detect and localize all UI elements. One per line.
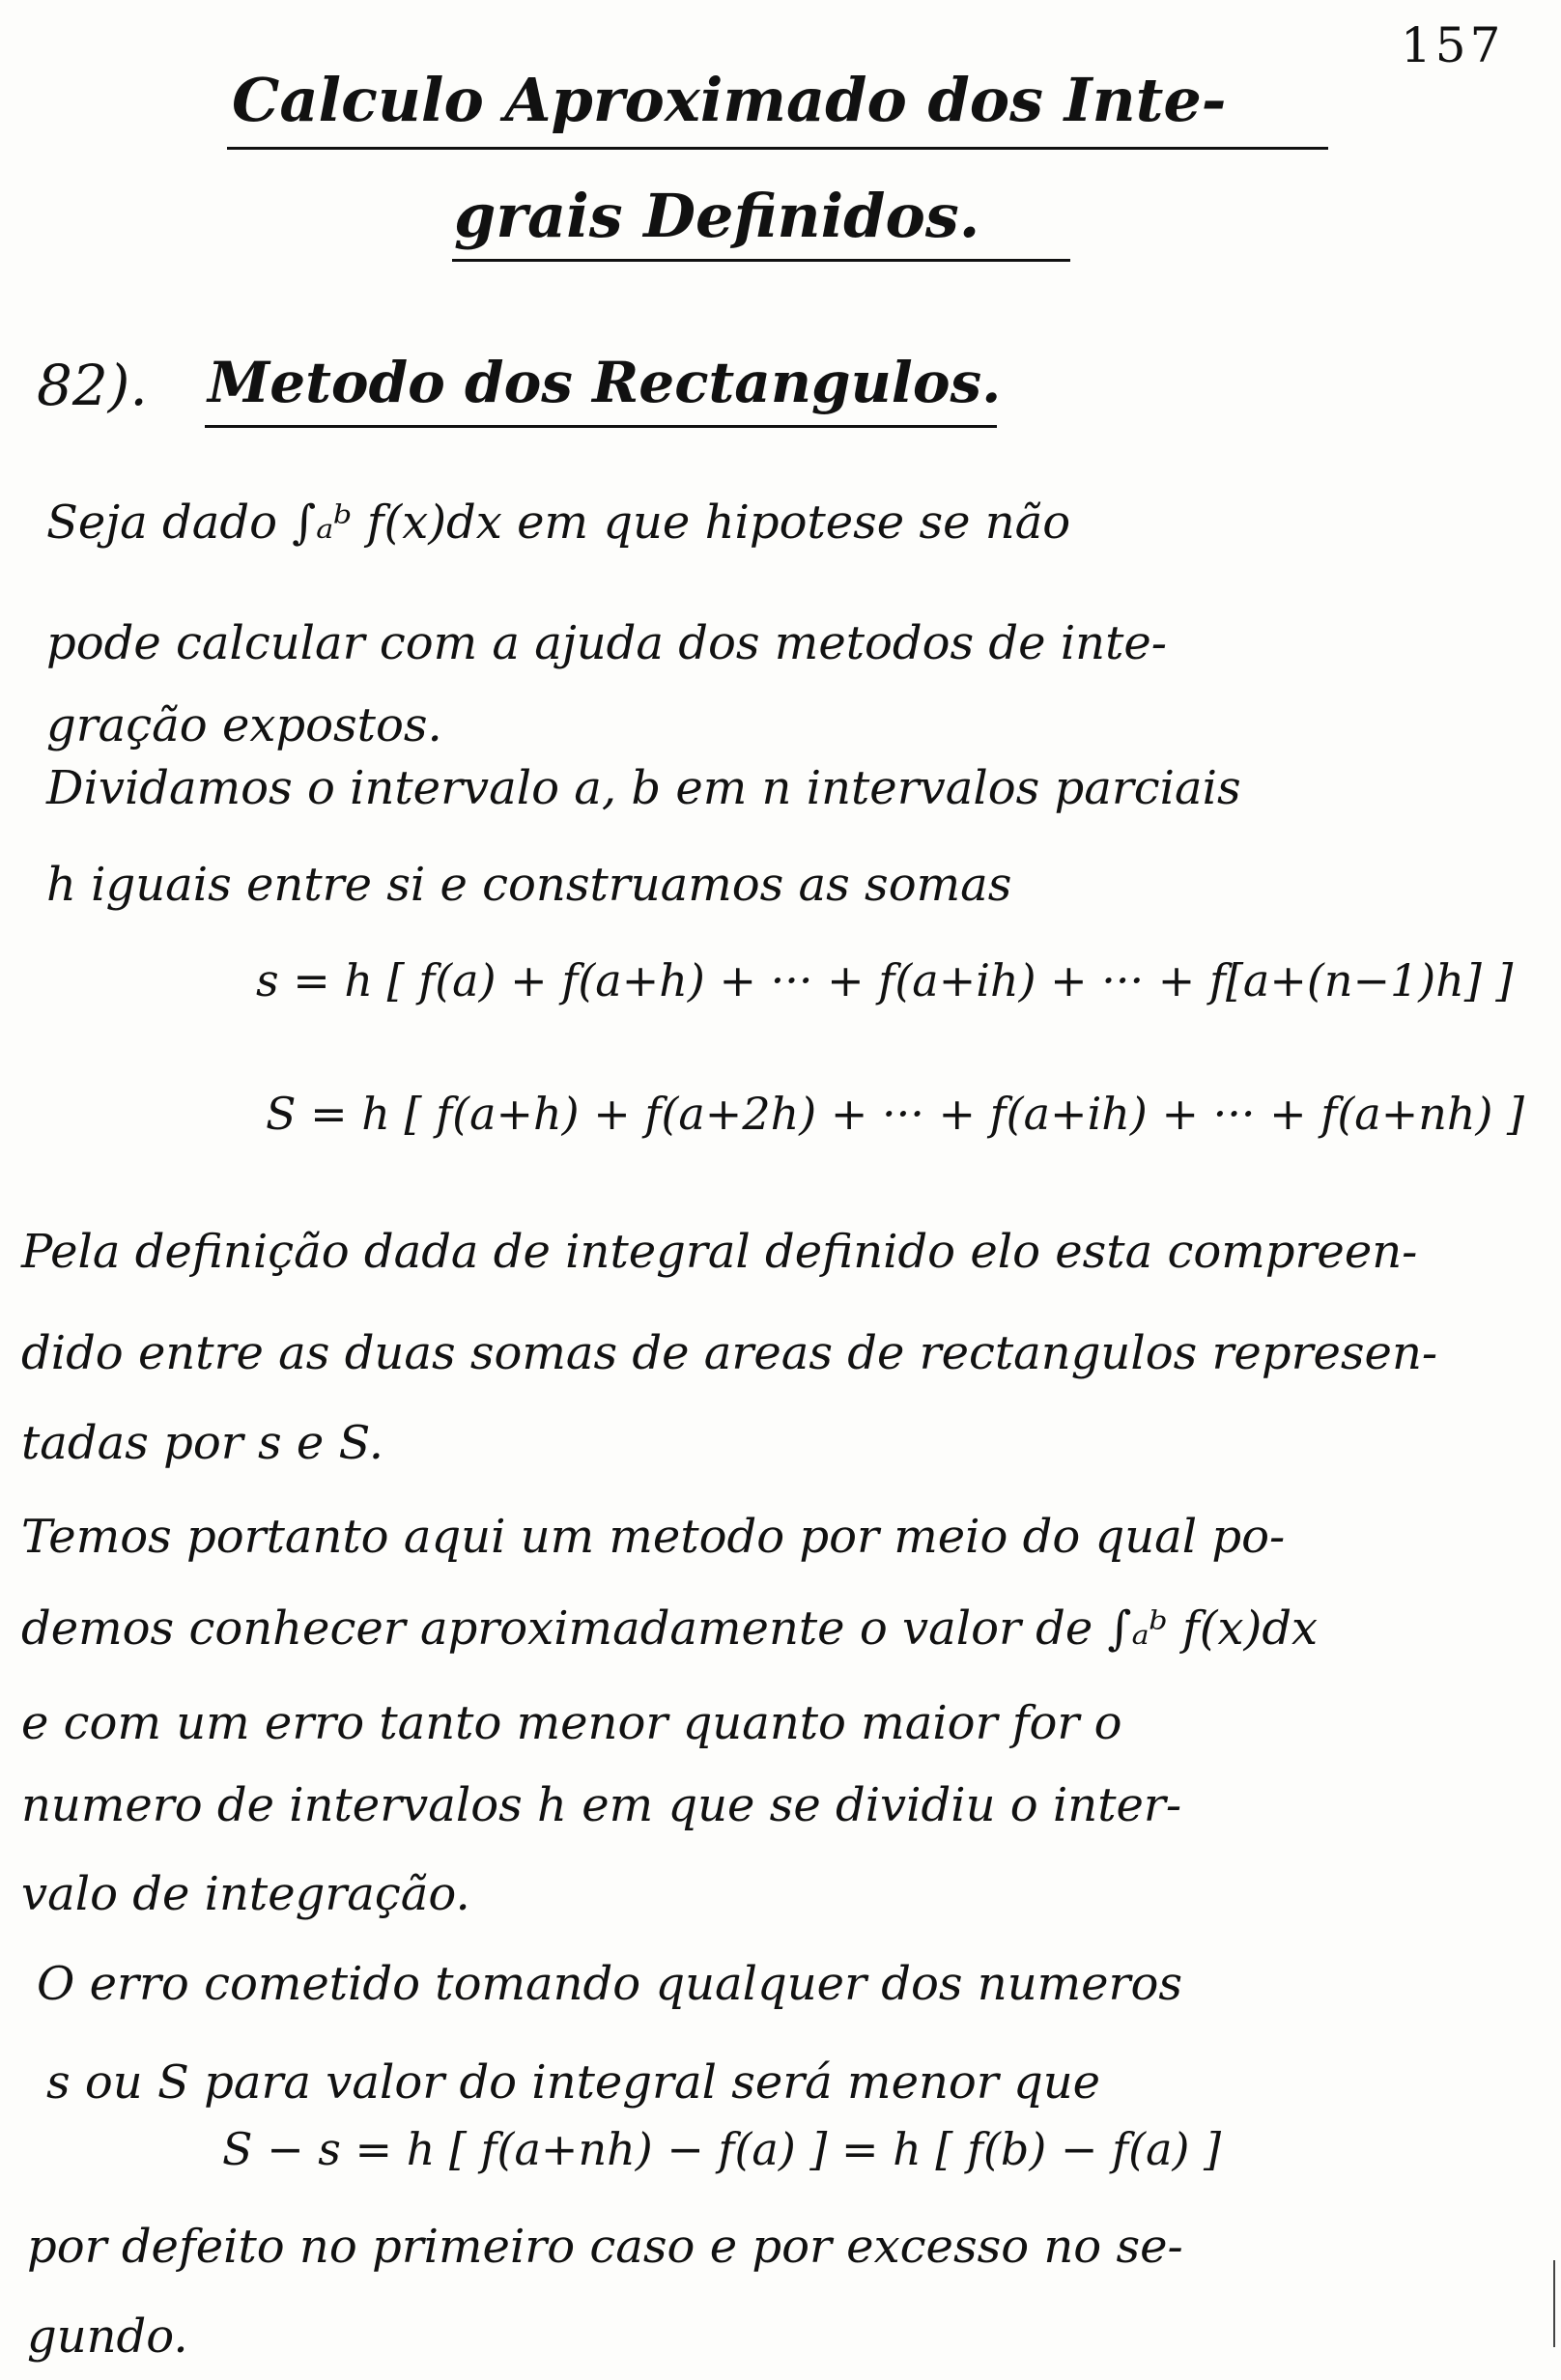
paragraph-3-line-1: Pela definição dada de integral definido elo esta compreen- bbox=[21, 1225, 1418, 1279]
page-number: 157 bbox=[1401, 17, 1505, 73]
page-edge-mark bbox=[1553, 2260, 1555, 2347]
section-title: Metodo dos Rectangulos. bbox=[208, 350, 1002, 415]
paragraph-3-line-3: tadas por s e S. bbox=[21, 1416, 383, 1470]
paragraph-4-line-2: demos conhecer aproximadamente o valor de ∫ₐᵇ f(x)dx bbox=[21, 1601, 1319, 1656]
paragraph-4-line-5: valo de integração. bbox=[21, 1867, 470, 1921]
paragraph-2-line-1: Dividamos o intervalo a, b em n intervalos parciais bbox=[46, 761, 1241, 815]
paragraph-4-line-4: numero de intervalos h em que se dividiu o inter- bbox=[21, 1778, 1182, 1832]
section-number: 82). bbox=[37, 353, 148, 418]
page-title-line-1: Calculo Aproximado dos Inte- bbox=[232, 65, 1227, 135]
page-title-line-2: grais Definidos. bbox=[454, 181, 980, 251]
paragraph-5-line-4: gundo. bbox=[27, 2309, 188, 2364]
paragraph-1-line-2: pode calcular com a ajuda dos metodos de inte- bbox=[46, 616, 1167, 670]
formula-lower-sum: s = h [ f(a) + f(a+h) + ··· + f(a+ih) + ··· + f[a+(n−1)h] ] bbox=[256, 954, 1514, 1006]
paragraph-2-line-2: h iguais entre si e construamos as somas bbox=[46, 858, 1012, 912]
paragraph-4-line-3: e com um erro tanto menor quanto maior for o bbox=[21, 1696, 1122, 1750]
formula-error-difference: S − s = h [ f(a+nh) − f(a) ] = h [ f(b) − f(a) ] bbox=[222, 2123, 1222, 2175]
formula-upper-sum: S = h [ f(a+h) + f(a+2h) + ··· + f(a+ih) + ··· + f(a+nh) ] bbox=[266, 1088, 1525, 1140]
paragraph-5-line-3: por defeito no primeiro caso e por excesso no se- bbox=[27, 2220, 1183, 2274]
paragraph-5-line-2: s ou S para valor do integral será menor que bbox=[46, 2055, 1101, 2110]
title-underline-2 bbox=[452, 259, 1070, 262]
title-underline-1 bbox=[227, 147, 1328, 150]
section-title-underline bbox=[205, 425, 997, 428]
paragraph-1-line-3: gração expostos. bbox=[46, 698, 442, 752]
paragraph-4-line-1: Temos portanto aqui um metodo por meio do qual po- bbox=[21, 1510, 1286, 1564]
paragraph-3-line-2: dido entre as duas somas de areas de rectangulos represen- bbox=[21, 1326, 1438, 1380]
paragraph-1-line-1: Seja dado ∫ₐᵇ f(x)dx em que hipotese se não bbox=[46, 496, 1071, 550]
paragraph-5-line-1: O erro cometido tomando qualquer dos numeros bbox=[37, 1957, 1183, 2011]
